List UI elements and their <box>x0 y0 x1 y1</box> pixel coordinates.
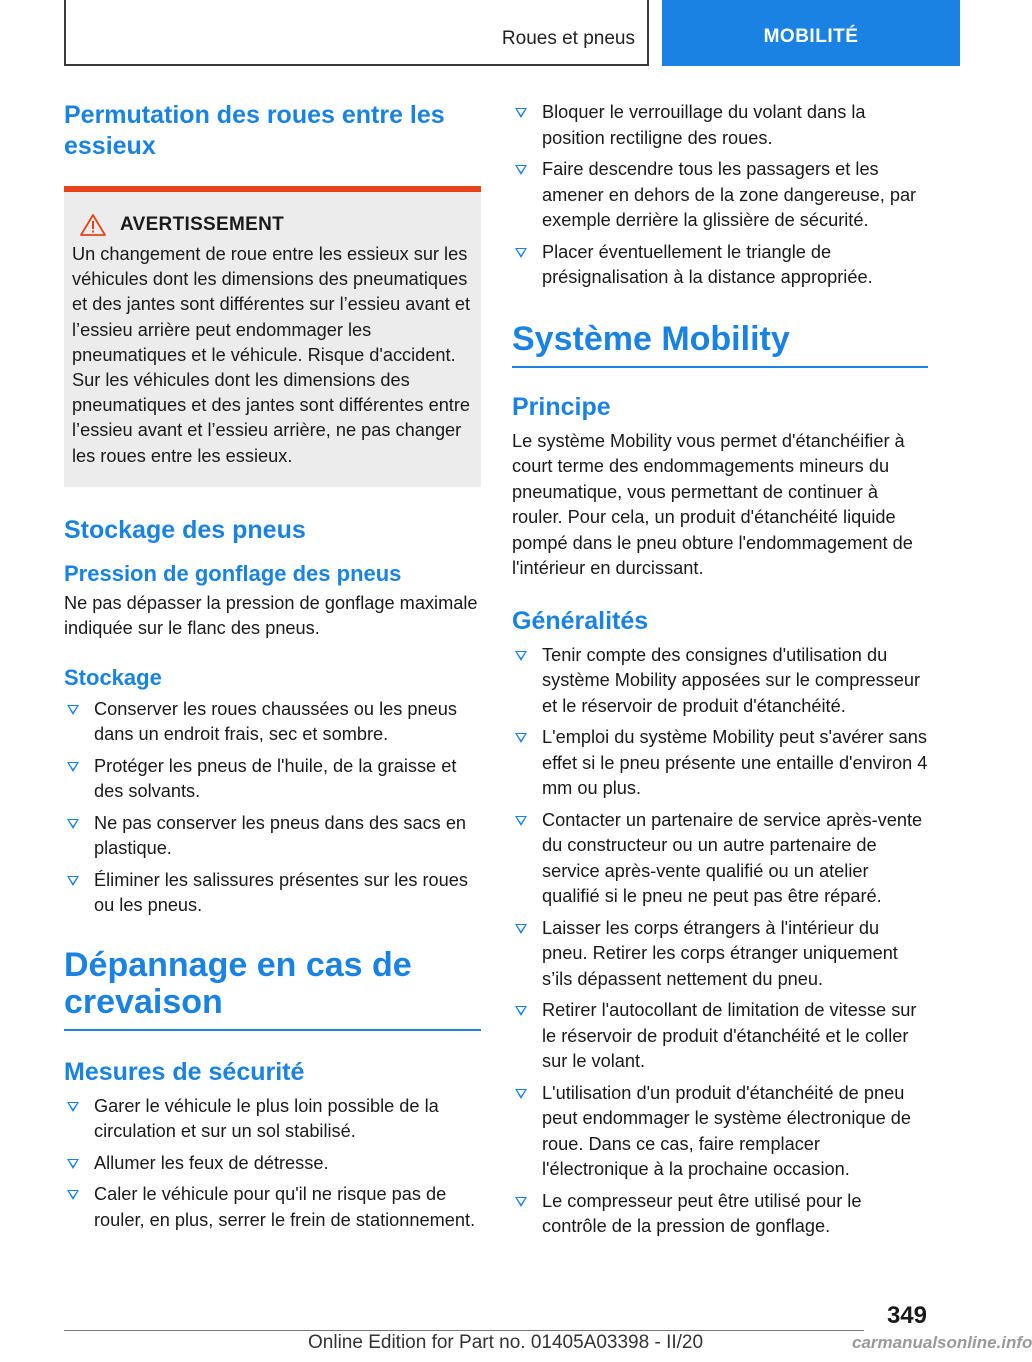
list-item: Éliminer les salissures présentes sur les roues ou les pneus. <box>64 868 481 919</box>
triangle-bullet-icon <box>515 165 527 175</box>
list-item: Retirer l'autocollant de limitation de vitesse sur le réservoir de produit d'étanchéité et le coller sur le volant. <box>512 998 928 1075</box>
list-item: Allumer les feux de détresse. <box>64 1151 481 1177</box>
pressure-heading: Pression de gonflage des pneus <box>64 560 402 586</box>
triangle-bullet-icon <box>515 816 527 826</box>
triangle-bullet-icon <box>67 819 79 829</box>
list-item: Ne pas conserver les pneus dans des sacs en plastique. <box>64 811 481 862</box>
safety-list <box>64 1094 481 1234</box>
general-heading: Généralités <box>512 606 649 635</box>
storage-heading: Stockage des pneus <box>64 515 306 544</box>
footer-divider <box>64 1330 864 1331</box>
storage-list <box>64 697 481 919</box>
triangle-bullet-icon <box>515 1089 527 1099</box>
right-column <box>512 100 928 1246</box>
warning-box <box>64 186 481 487</box>
list-item: Protéger les pneus de l'huile, de la graisse et des solvants. <box>64 754 481 805</box>
breakdown-heading: Dépannage en cas de crevaison <box>64 947 481 1031</box>
list-item: Placer éventuellement le triangle de présignalisation à la distance appropriée. <box>512 240 928 291</box>
safety-list-continued <box>512 100 928 291</box>
triangle-bullet-icon <box>515 248 527 258</box>
list-item: Caler le véhicule pour qu'il ne risque pas de rouler, en plus, serrer le frein de stationnement. <box>64 1182 481 1233</box>
triangle-bullet-icon <box>515 1197 527 1207</box>
triangle-bullet-icon <box>67 1190 79 1200</box>
list-item: L'emploi du système Mobility peut s'avérer sans effet si le pneu présente une entaille d'environ 4 mm ou plus. <box>512 725 928 802</box>
triangle-bullet-icon <box>67 876 79 886</box>
triangle-bullet-icon <box>67 762 79 772</box>
chapter-tab[interactable]: MOBILITÉ <box>662 0 960 66</box>
triangle-bullet-icon <box>515 108 527 118</box>
principle-heading: Principe <box>512 392 611 421</box>
general-list <box>512 643 928 1240</box>
list-item: Tenir compte des consignes d'utilisation du système Mobility apposées sur le compresseur et le réservoir de produit d'étanchéité. <box>512 643 928 720</box>
triangle-bullet-icon <box>515 651 527 661</box>
pressure-text: Ne pas dépasser la pression de gonflage maximale indiquée sur le flanc des pneus. <box>64 592 478 639</box>
warning-header <box>72 214 473 236</box>
triangle-bullet-icon <box>515 733 527 743</box>
rotation-heading: Permutation des roues entre les essieux <box>64 101 445 160</box>
header-frame <box>64 0 649 66</box>
warning-triangle-icon <box>80 214 106 236</box>
triangle-bullet-icon <box>67 1102 79 1112</box>
mobility-heading: Système Mobility <box>512 321 928 368</box>
principle-text: Le système Mobility vous permet d'étanchéifier à court terme des endommagements mineurs du pneumatique, vous permettant de continuer à rouler. Pour cela, un produit d'étanchéité liquide pompé dans le pneu obture l'endommagement de l'intérieur en durcissant. <box>512 430 913 578</box>
left-column <box>64 100 481 1239</box>
watermark-logo[interactable]: carmanualsonline.info <box>852 1333 1032 1352</box>
edition-text: Online Edition for Part no. 01405A03398 - II/20 <box>308 1332 704 1353</box>
list-item: Contacter un partenaire de service après-vente du constructeur ou un autre partenaire de service après-vente qualifié ou un atelier qualifié si le pneu ne peut pas être réparé. <box>512 808 928 910</box>
triangle-bullet-icon <box>515 1006 527 1016</box>
section-title: Roues et pneus <box>501 28 635 49</box>
list-item: Laisser les corps étrangers à l'intérieur du pneu. Retirer les corps étranger uniquement s’ils dépassent nettement du pneu. <box>512 916 928 993</box>
list-item: L'utilisation d'un produit d'étanchéité de pneu peut endommager le système électronique de roue. Dans ce cas, faire remplacer l'électronique à la prochaine occasion. <box>512 1081 928 1183</box>
storage-subheading: Stockage <box>64 664 162 690</box>
list-item: Le compresseur peut être utilisé pour le contrôle de la pression de gonflage. <box>512 1189 928 1240</box>
triangle-bullet-icon <box>67 1159 79 1169</box>
list-item: Garer le véhicule le plus loin possible de la circulation et sur un sol stabilisé. <box>64 1094 481 1145</box>
safety-heading: Mesures de sécurité <box>64 1057 305 1086</box>
triangle-bullet-icon <box>67 705 79 715</box>
warning-text: Un changement de roue entre les essieux sur les véhicules dont les dimensions des pneumatiques et des jantes sont différentes sur l’essieu avant et l’essieu arrière peut endommager les pneumatiques et le véhicule. Risque d'accident. Sur les véhicules dont les dimensions des pneumatiques et des jantes sont différentes entre l’essieu avant et l’essieu arrière, ne pas changer les roues entre les essieux. <box>72 244 471 466</box>
list-item: Conserver les roues chaussées ou les pneus dans un endroit frais, sec et sombre. <box>64 697 481 748</box>
list-item: Bloquer le verrouillage du volant dans la position rectiligne des roues. <box>512 100 928 151</box>
page-number: 349 <box>886 1302 927 1329</box>
triangle-bullet-icon <box>515 924 527 934</box>
list-item: Faire descendre tous les passagers et les amener en dehors de la zone dangereuse, par exemple derrière la glissière de sécurité. <box>512 157 928 234</box>
warning-label: AVERTISSEMENT <box>120 214 285 235</box>
